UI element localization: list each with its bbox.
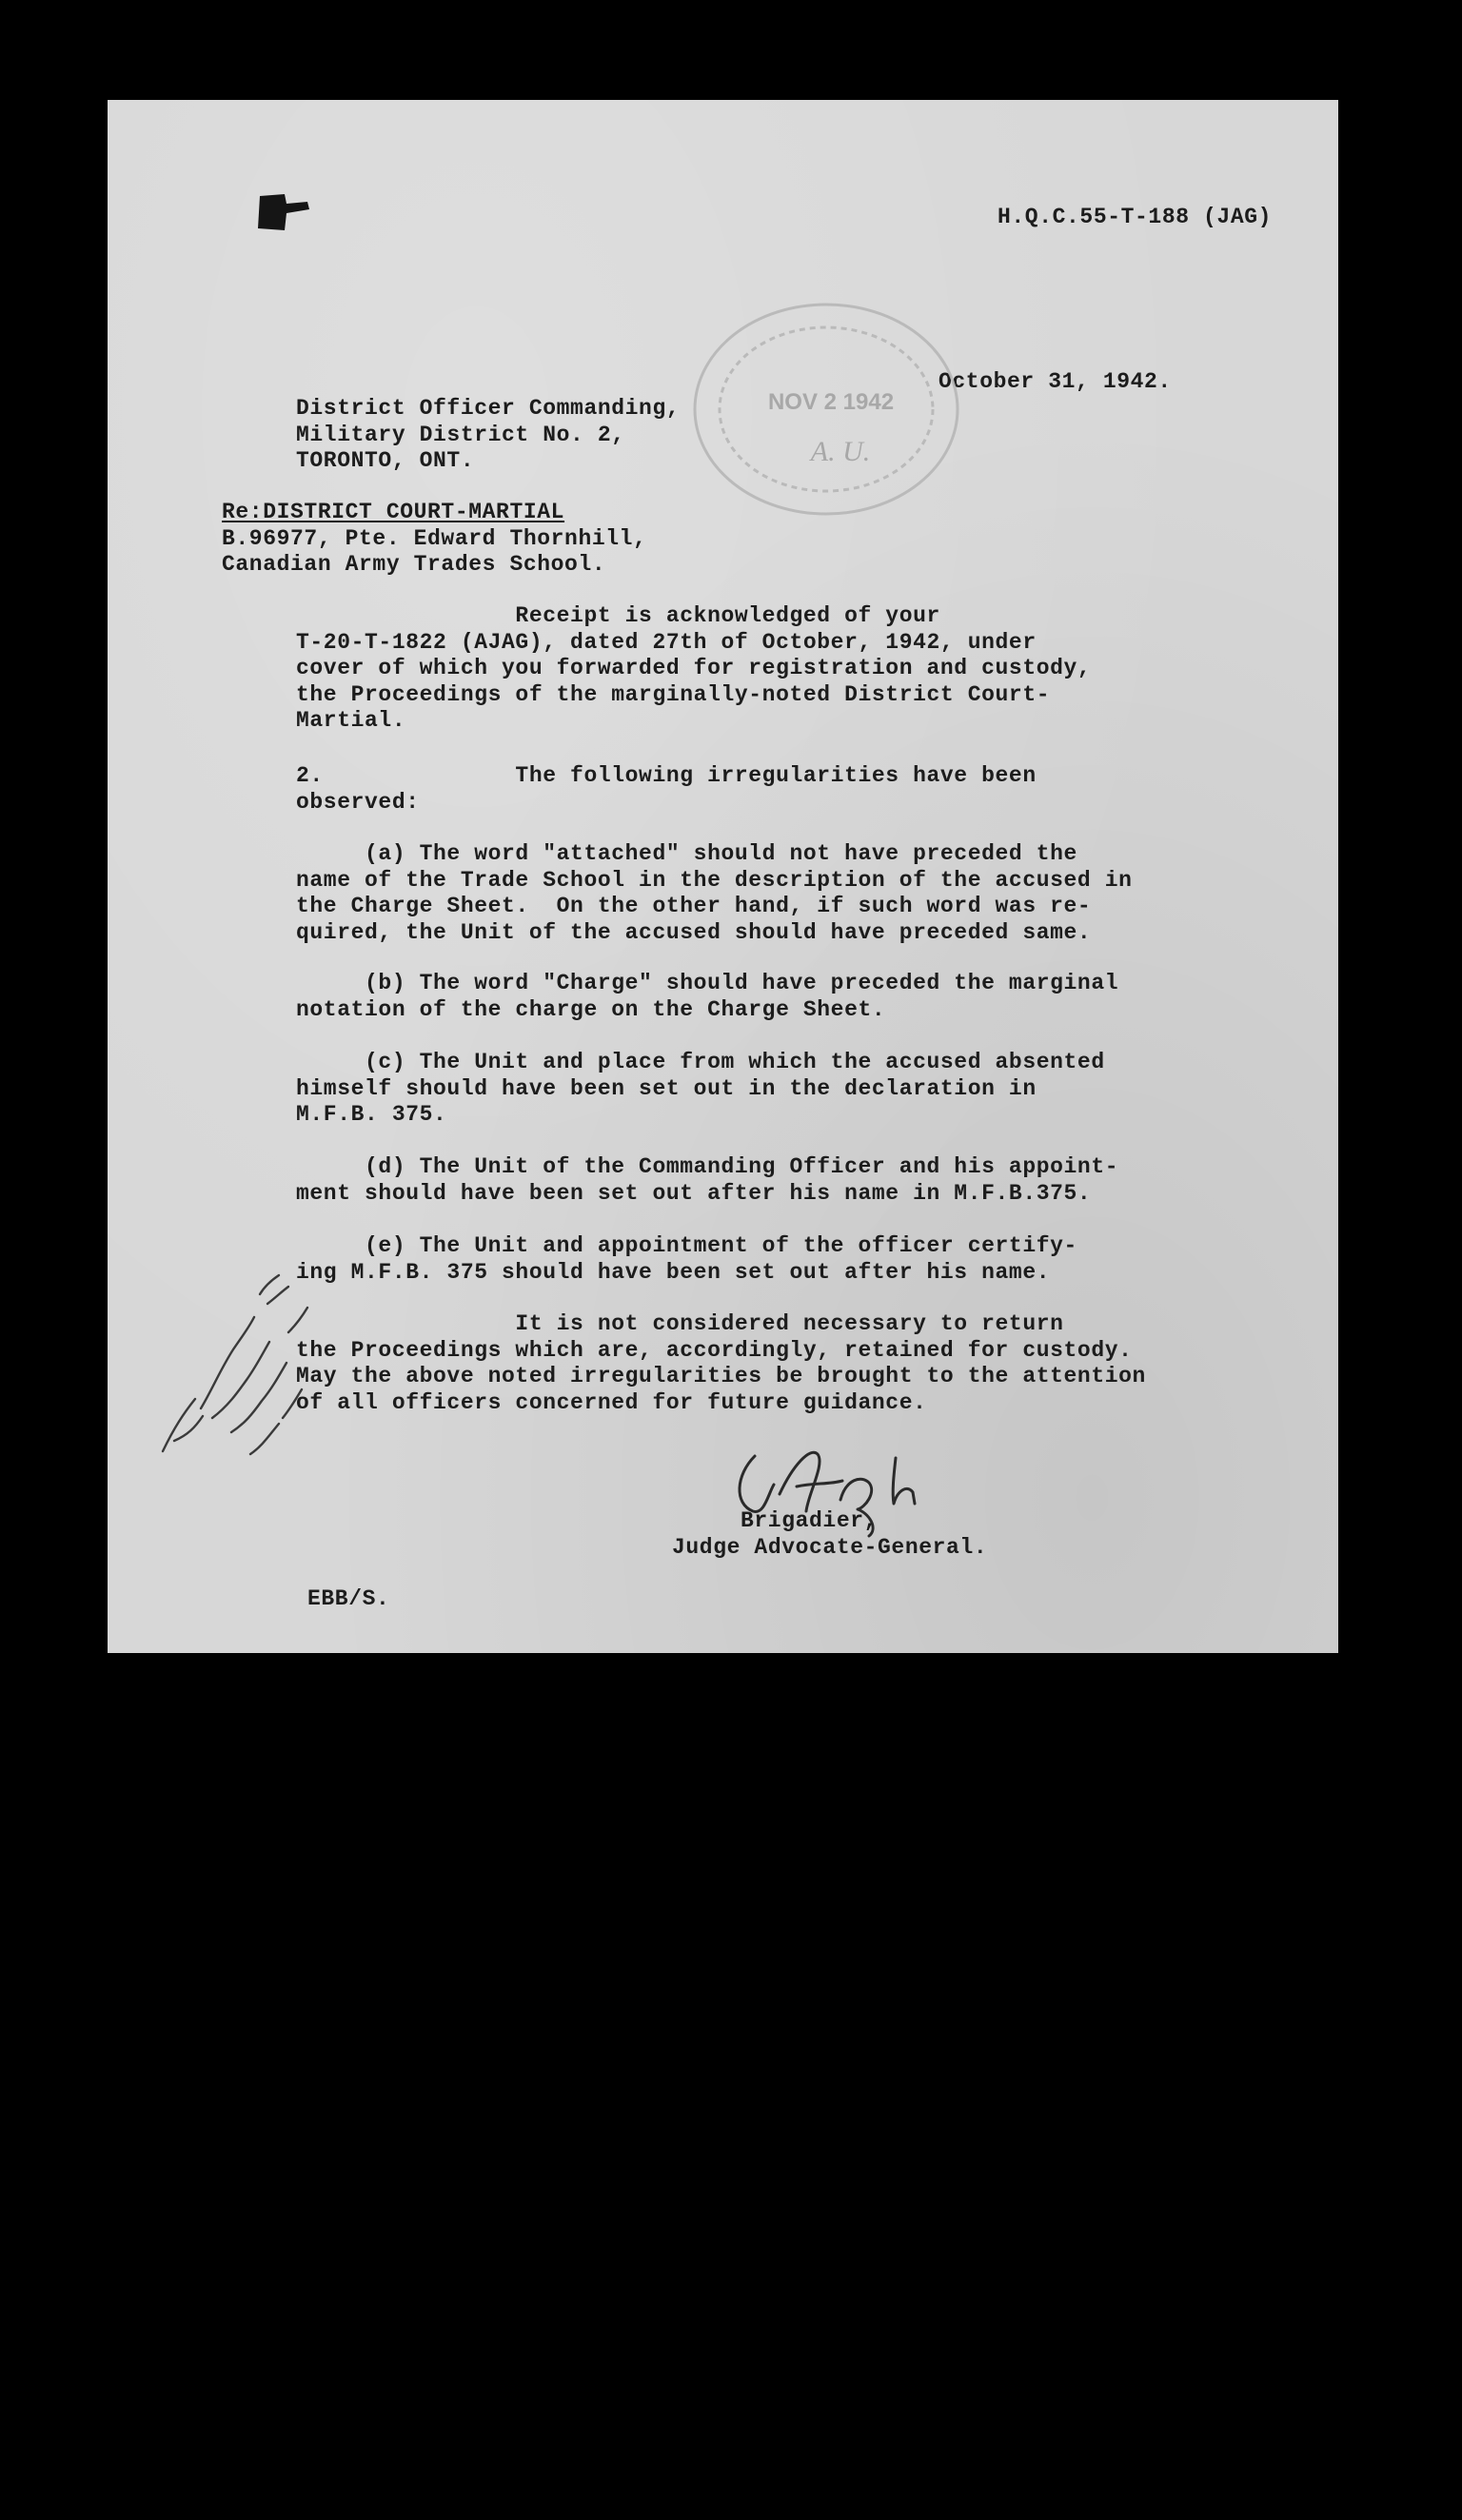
- body-line: himself should have been set out in the declaration in: [296, 1075, 1037, 1101]
- body-line: T-20-T-1822 (AJAG), dated 27th of October, 1942, under: [296, 629, 1037, 655]
- signature-title: Judge Advocate-General.: [672, 1535, 988, 1560]
- body-line: ing M.F.B. 375 should have been set out after his name.: [296, 1259, 1051, 1285]
- subject-line: Canadian Army Trades School.: [222, 552, 606, 577]
- irregularity-a: [296, 841, 1133, 946]
- body-line: notation of the charge on the Charge Sheet.: [296, 996, 886, 1022]
- irregularity-d: [296, 1154, 1118, 1207]
- body-line: (c) The Unit and place from which the accused absented: [296, 1050, 1105, 1074]
- addressee-block: [296, 396, 680, 475]
- received-date-stamp: [688, 297, 964, 521]
- stamp-date: NOV 2 1942: [767, 389, 895, 415]
- document-page: [108, 100, 1338, 1653]
- addressee-line: Military District No. 2,: [296, 422, 625, 447]
- addressee-line: District Officer Commanding,: [296, 396, 681, 421]
- subject-block: [222, 500, 646, 579]
- body-line: (b) The word "Charge" should have preceded the marginal: [296, 971, 1119, 995]
- handwritten-margin-note: [146, 1237, 326, 1475]
- irregularity-b: [296, 971, 1118, 1023]
- file-tab-mark-icon: [248, 188, 315, 236]
- addressee-line: TORONTO, ONT.: [296, 448, 475, 473]
- body-line: name of the Trade School in the description of the accused in: [296, 867, 1133, 893]
- letter-date: October 31, 1942.: [938, 369, 1172, 394]
- body-line: of all officers concerned for future guidance.: [296, 1389, 927, 1415]
- body-line: Martial.: [296, 708, 406, 733]
- irregularity-c: [296, 1050, 1105, 1129]
- body-line: M.F.B. 375.: [296, 1102, 447, 1127]
- body-line: quired, the Unit of the accused should have preceded same.: [296, 919, 1092, 945]
- subject-line: B.96977, Pte. Edward Thornhill,: [222, 525, 647, 551]
- irregularity-e: [296, 1233, 1077, 1286]
- body-line: (e) The Unit and appointment of the officer certify-: [296, 1233, 1077, 1258]
- body-line: the Charge Sheet. On the other hand, if such word was re-: [296, 894, 1092, 918]
- body-line: cover of which you forwarded for registration and custody,: [296, 656, 1092, 680]
- signature-rank: Brigadier,: [741, 1508, 879, 1533]
- body-line: (a) The word "attached" should not have preceded the: [296, 841, 1077, 866]
- paragraph-acknowledgement: [296, 603, 1091, 735]
- body-line: May the above noted irregularities be brought to the attention: [296, 1364, 1146, 1388]
- subject-re-line: Re:DISTRICT COURT-MARTIAL: [222, 500, 565, 524]
- body-line: the Proceedings of the marginally-noted District Court-: [296, 681, 1051, 707]
- paragraph-closing: [296, 1311, 1146, 1416]
- stamp-initials: A. U.: [810, 436, 871, 467]
- body-line: (d) The Unit of the Commanding Officer and his appoint-: [296, 1154, 1119, 1179]
- body-line: observed:: [296, 789, 420, 815]
- body-line: the Proceedings which are, accordingly, retained for custody.: [296, 1337, 1133, 1363]
- body-line: ment should have been set out after his name in M.F.B.375.: [296, 1180, 1092, 1206]
- paragraph-irregularities-intro: [296, 763, 1037, 816]
- typist-initials: EBB/S.: [307, 1586, 390, 1611]
- file-reference: H.Q.C.55-T-188 (JAG): [998, 205, 1273, 229]
- body-line: Receipt is acknowledged of your: [296, 603, 940, 628]
- body-line: It is not considered necessary to return: [296, 1311, 1064, 1336]
- body-line: 2. The following irregularities have been: [296, 763, 1037, 788]
